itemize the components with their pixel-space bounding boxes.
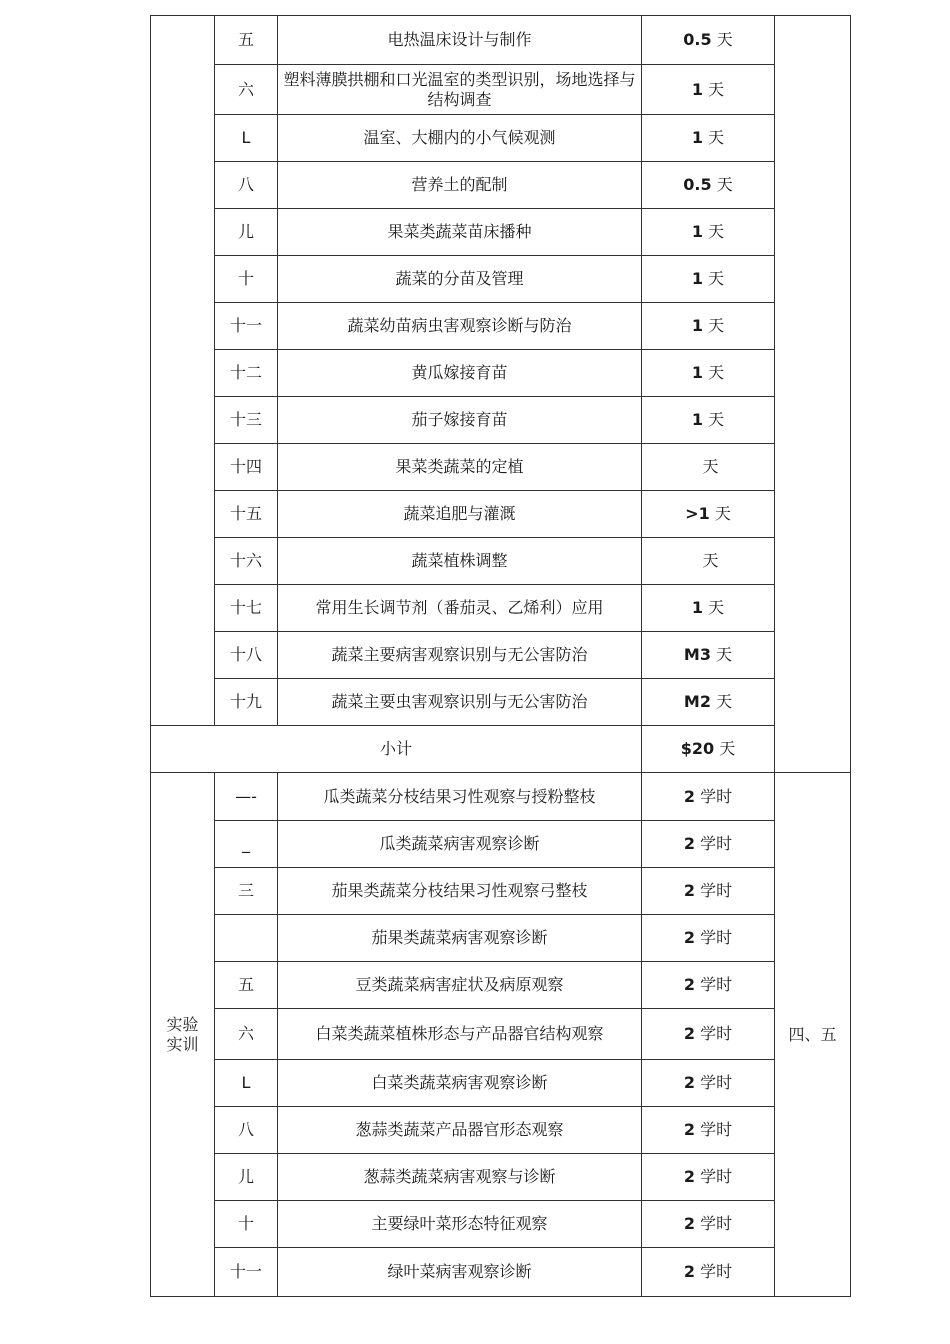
duration-cell	[642, 350, 775, 397]
duration-unit: 学时	[700, 1024, 733, 1043]
duration-amount: 2	[683, 1167, 696, 1186]
duration-unit: 天	[708, 363, 725, 382]
duration-unit: 学时	[700, 1120, 733, 1139]
item-number: 十六	[215, 538, 278, 585]
duration-amount: M2	[683, 692, 711, 711]
duration-amount: 0.5	[683, 175, 712, 194]
duration-amount: 1	[691, 79, 704, 99]
duration-cell	[642, 1009, 775, 1060]
subtotal-unit: 天	[719, 739, 736, 758]
table-row	[151, 209, 851, 256]
duration-unit: 天	[708, 598, 725, 617]
duration-cell	[642, 1201, 775, 1248]
item-number: 儿	[215, 209, 278, 256]
duration-unit: 天	[702, 551, 719, 570]
item-name: 蔬菜的分苗及管理	[278, 256, 642, 303]
duration-cell	[642, 209, 775, 256]
item-name: 蔬菜幼苗病虫害观察诊断与防治	[278, 303, 642, 350]
item-number: 五	[215, 16, 278, 65]
duration-cell	[642, 1060, 775, 1107]
duration-cell	[642, 538, 775, 585]
item-number: L	[215, 115, 278, 162]
item-number: 十四	[215, 444, 278, 491]
duration-cell	[642, 16, 775, 65]
item-name: 茄果类蔬菜分枝结果习性观察弓整枝	[278, 868, 642, 915]
item-number: 三	[215, 868, 278, 915]
table-row	[151, 491, 851, 538]
table-row	[151, 162, 851, 209]
table-row	[151, 444, 851, 491]
duration-cell	[642, 65, 775, 115]
duration-unit: 学时	[700, 834, 733, 853]
duration-unit: 天	[716, 692, 733, 711]
duration-unit: 天	[708, 316, 725, 335]
duration-amount: 2	[683, 834, 696, 853]
duration-amount: 1	[691, 222, 704, 241]
item-name: 茄子嫁接育苗	[278, 397, 642, 444]
duration-amount: 1	[691, 598, 704, 617]
duration-cell	[642, 962, 775, 1009]
duration-cell	[642, 397, 775, 444]
duration-unit: 学时	[700, 1073, 733, 1092]
duration-cell	[642, 1107, 775, 1154]
table-row	[151, 303, 851, 350]
duration-cell	[642, 115, 775, 162]
duration-amount: 2	[683, 928, 696, 947]
duration-amount: 1	[691, 269, 704, 288]
item-number: L	[215, 1060, 278, 1107]
item-number: 十	[215, 256, 278, 303]
duration-cell	[642, 821, 775, 868]
duration-amount: 1	[691, 363, 704, 382]
item-name: 白菜类蔬菜病害观察诊断	[278, 1060, 642, 1107]
item-name: 蔬菜主要虫害观察识别与无公害防治	[278, 679, 642, 726]
duration-amount: 2	[683, 1024, 696, 1043]
duration-unit: 天	[708, 222, 725, 241]
item-number: 儿	[215, 1154, 278, 1201]
table-row	[151, 16, 851, 65]
table-row	[151, 585, 851, 632]
duration-unit: 天	[708, 410, 725, 429]
category-cell-empty	[151, 16, 215, 726]
duration-unit: 天	[716, 645, 733, 664]
training-schedule-table	[150, 15, 851, 1297]
item-number: 十	[215, 1201, 278, 1248]
duration-unit: 天	[702, 457, 719, 476]
duration-cell	[642, 1248, 775, 1297]
item-name: 主要绿叶菜形态特征观察	[278, 1201, 642, 1248]
duration-cell	[642, 303, 775, 350]
table-row	[151, 679, 851, 726]
subtotal-row	[151, 726, 851, 773]
table-row	[151, 868, 851, 915]
item-name: 电热温床设计与制作	[278, 16, 642, 65]
category-cell	[151, 773, 215, 1297]
item-name: 葱蒜类蔬菜病害观察与诊断	[278, 1154, 642, 1201]
item-number: 十一	[215, 303, 278, 350]
duration-cell	[642, 444, 775, 491]
duration-unit: 学时	[700, 1262, 733, 1281]
item-name: 温室、大棚内的小气候观测	[278, 115, 642, 162]
table-row	[151, 773, 851, 821]
table-row	[151, 1248, 851, 1297]
item-number	[215, 915, 278, 962]
duration-unit: 天	[716, 30, 733, 49]
table-row	[151, 538, 851, 585]
item-number: 六	[215, 1009, 278, 1060]
item-number: 十二	[215, 350, 278, 397]
duration-cell	[642, 162, 775, 209]
duration-amount: 2	[683, 1120, 696, 1139]
duration-unit: 学时	[700, 975, 733, 994]
semester-cell-empty	[775, 16, 851, 773]
table-row	[151, 1107, 851, 1154]
duration-amount: 2	[683, 786, 696, 806]
table-row	[151, 1009, 851, 1060]
item-number: 五	[215, 962, 278, 1009]
duration-amount: 0.5	[683, 30, 712, 49]
duration-unit: 天	[716, 175, 733, 194]
item-name: 塑料薄膜拱棚和口光温室的类型识别，场地选择与结构调查	[278, 65, 642, 115]
table-row	[151, 115, 851, 162]
table-row	[151, 915, 851, 962]
item-name: 果菜类蔬菜苗床播种	[278, 209, 642, 256]
duration-cell	[642, 491, 775, 538]
item-name: 蔬菜植株调整	[278, 538, 642, 585]
table-row	[151, 632, 851, 679]
table-row	[151, 65, 851, 115]
table-row	[151, 1060, 851, 1107]
item-name: 果菜类蔬菜的定植	[278, 444, 642, 491]
duration-amount: M3	[683, 645, 711, 664]
duration-cell	[642, 632, 775, 679]
duration-cell	[642, 915, 775, 962]
item-number: 六	[215, 65, 278, 115]
item-name: 蔬菜主要病害观察识别与无公害防治	[278, 632, 642, 679]
table-row	[151, 1201, 851, 1248]
category-label-line1: 实验	[166, 1014, 199, 1034]
duration-amount: >1	[685, 504, 710, 523]
item-name: 黄瓜嫁接育苗	[278, 350, 642, 397]
item-name: 瓜类蔬菜病害观察诊断	[278, 821, 642, 868]
subtotal-label: 小计	[151, 726, 642, 773]
table-row	[151, 821, 851, 868]
category-label-line2: 实训	[166, 1034, 199, 1054]
item-name: 葱蒜类蔬菜产品器官形态观察	[278, 1107, 642, 1154]
duration-amount: 1	[691, 316, 704, 335]
duration-unit: 天	[714, 504, 731, 523]
semester-cell: 四、五	[775, 773, 851, 1297]
section2-body	[151, 773, 851, 1297]
item-name: 蔬菜追肥与灌溉	[278, 491, 642, 538]
table-row	[151, 256, 851, 303]
duration-cell	[642, 256, 775, 303]
subtotal-value	[642, 726, 775, 773]
duration-amount: 2	[683, 881, 696, 900]
duration-cell	[642, 773, 775, 821]
duration-amount: 2	[683, 1214, 696, 1233]
duration-unit: 学时	[700, 881, 733, 900]
item-name: 茄果类蔬菜病害观察诊断	[278, 915, 642, 962]
duration-cell	[642, 679, 775, 726]
duration-amount: 2	[683, 1262, 696, 1281]
table-row	[151, 1154, 851, 1201]
item-number: 十七	[215, 585, 278, 632]
table-row	[151, 350, 851, 397]
item-number: 十九	[215, 679, 278, 726]
item-number: 八	[215, 1107, 278, 1154]
duration-amount: 2	[683, 1073, 696, 1092]
item-number: —-	[215, 773, 278, 821]
duration-amount: 2	[683, 975, 696, 994]
item-name: 绿叶菜病害观察诊断	[278, 1248, 642, 1297]
duration-amount: 1	[691, 128, 704, 147]
duration-cell	[642, 1154, 775, 1201]
table-row	[151, 397, 851, 444]
duration-unit: 学时	[700, 1214, 733, 1233]
item-number: 八	[215, 162, 278, 209]
item-number: 十一	[215, 1248, 278, 1297]
duration-cell	[642, 868, 775, 915]
duration-unit: 学时	[700, 786, 733, 806]
subtotal-amount: $20	[680, 739, 715, 758]
duration-unit: 天	[708, 128, 725, 147]
duration-unit: 天	[708, 79, 725, 99]
item-name: 瓜类蔬菜分枝结果习性观察与授粉整枝	[278, 773, 642, 821]
item-number: 十三	[215, 397, 278, 444]
duration-cell	[642, 585, 775, 632]
item-name: 白菜类蔬菜植株形态与产品器官结构观察	[278, 1009, 642, 1060]
duration-unit: 天	[708, 269, 725, 288]
item-name: 营养土的配制	[278, 162, 642, 209]
section1-body	[151, 16, 851, 773]
duration-amount: 1	[691, 410, 704, 429]
item-number: _	[215, 821, 278, 868]
duration-unit: 学时	[700, 1167, 733, 1186]
item-name: 常用生长调节剂（番茄灵、乙烯利）应用	[278, 585, 642, 632]
duration-unit: 学时	[700, 928, 733, 947]
item-number: 十八	[215, 632, 278, 679]
item-number: 十五	[215, 491, 278, 538]
item-name: 豆类蔬菜病害症状及病原观察	[278, 962, 642, 1009]
table-row	[151, 962, 851, 1009]
